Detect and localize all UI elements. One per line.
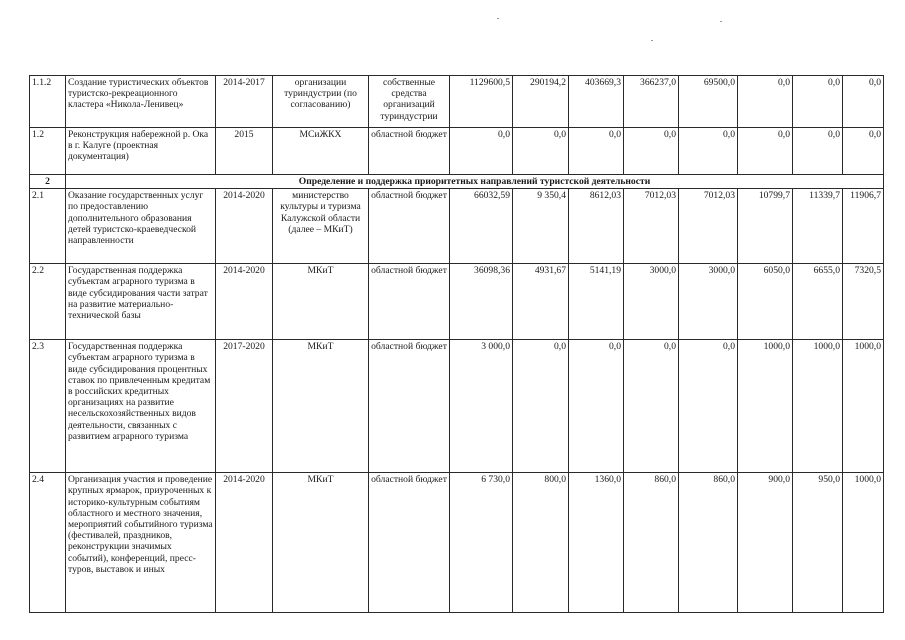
item-executor: министерство культуры и туризма Калужской области (далее – МКиТ) — [273, 189, 369, 264]
item-number: 1.2 — [30, 128, 66, 175]
item-period: 2014-2020 — [216, 189, 273, 264]
funding-value: 6655,0 — [793, 264, 843, 340]
table-body — [30, 76, 884, 613]
item-period: 2015 — [216, 128, 273, 175]
section-number: 2 — [30, 175, 66, 189]
funding-value: 0,0 — [569, 128, 624, 175]
funding-value: 3000,0 — [624, 264, 679, 340]
funding-value: 0,0 — [569, 340, 624, 473]
funding-value: 0,0 — [513, 128, 569, 175]
funding-value: 9 350,4 — [513, 189, 569, 264]
funding-value: 950,0 — [793, 473, 843, 613]
funding-value: 69500,0 — [679, 76, 738, 128]
funding-value: 3000,0 — [679, 264, 738, 340]
item-name: Государственная поддержка субъектам аграрного туризма в виде субсидирования процентных ставок по привлеченным кредитам в российских кредитных организациях на развитие несельскохозяйственных видов деятельности, связанных с развитием аграрного туризма — [66, 340, 216, 473]
funding-value: 0,0 — [843, 128, 884, 175]
item-funding-source: областной бюджет — [369, 189, 450, 264]
section-title: Определение и поддержка приоритетных направлений туристской деятельности — [66, 175, 884, 189]
funding-value: 0,0 — [738, 128, 793, 175]
item-number: 2.3 — [30, 340, 66, 473]
funding-value: 66032,59 — [450, 189, 513, 264]
item-period: 2017-2020 — [216, 340, 273, 473]
item-funding-source: областной бюджет — [369, 473, 450, 613]
funding-value: 1000,0 — [793, 340, 843, 473]
funding-value: 10799,7 — [738, 189, 793, 264]
item-period: 2014-2020 — [216, 473, 273, 613]
funding-value: 7320,5 — [843, 264, 884, 340]
item-number: 2.2 — [30, 264, 66, 340]
funding-value: 0,0 — [793, 76, 843, 128]
funding-value: 0,0 — [450, 128, 513, 175]
funding-value: 0,0 — [679, 128, 738, 175]
item-name: Реконструкция набережной р. Ока в г. Калуге (проектная документация) — [66, 128, 216, 175]
table-row — [30, 128, 884, 175]
funding-value: 1000,0 — [843, 340, 884, 473]
item-name: Создание туристических объектов туристско-рекреационного кластера «Никола-Ленивец» — [66, 76, 216, 128]
table-row — [30, 340, 884, 473]
item-funding-source: областной бюджет — [369, 128, 450, 175]
table-row — [30, 76, 884, 128]
funding-value: 860,0 — [679, 473, 738, 613]
funding-value: 403669,3 — [569, 76, 624, 128]
item-name: Организация участия и проведение крупных ярмарок, приуроченных к историко-культурным событиям областного и местного значения, мероприятий событийного туризма (фестивалей, праздников, реконструкции значимых событий), конференций, пресс-туров, выставок и иных — [66, 473, 216, 613]
item-executor: МКиТ — [273, 340, 369, 473]
funding-value: 1129600,5 — [450, 76, 513, 128]
scan-speck — [720, 21, 722, 22]
item-name: Оказание государственных услуг по предоставлению дополнительного образования детей туристско-краеведческой направленности — [66, 189, 216, 264]
funding-value: 6 730,0 — [450, 473, 513, 613]
section-row — [30, 175, 884, 189]
item-executor: МСиЖКХ — [273, 128, 369, 175]
funding-value: 1000,0 — [843, 473, 884, 613]
funding-value: 366237,0 — [624, 76, 679, 128]
funding-value: 4931,67 — [513, 264, 569, 340]
item-funding-source: областной бюджет — [369, 264, 450, 340]
item-number: 2.1 — [30, 189, 66, 264]
funding-value: 7012,03 — [679, 189, 738, 264]
item-funding-source: областной бюджет — [369, 340, 450, 473]
funding-value: 5141,19 — [569, 264, 624, 340]
funding-value: 0,0 — [679, 340, 738, 473]
funding-value: 8612,03 — [569, 189, 624, 264]
funding-value: 0,0 — [738, 76, 793, 128]
item-executor: организации туриндустрии (по согласованию) — [273, 76, 369, 128]
scan-speck — [651, 40, 653, 41]
item-number: 2.4 — [30, 473, 66, 613]
table-row — [30, 189, 884, 264]
table-row — [30, 473, 884, 613]
item-executor: МКиТ — [273, 264, 369, 340]
table-row — [30, 264, 884, 340]
funding-value: 11339,7 — [793, 189, 843, 264]
item-number: 1.1.2 — [30, 76, 66, 128]
funding-value: 0,0 — [843, 76, 884, 128]
item-name: Государственная поддержка субъектам аграрного туризма в виде субсидирования части затрат на развитие материально-технической базы — [66, 264, 216, 340]
funding-value: 6050,0 — [738, 264, 793, 340]
funding-value: 0,0 — [624, 128, 679, 175]
item-period: 2014-2017 — [216, 76, 273, 128]
funding-value: 0,0 — [624, 340, 679, 473]
funding-value: 36098,36 — [450, 264, 513, 340]
item-funding-source: собственные средства организаций туриндустрии — [369, 76, 450, 128]
funding-value: 0,0 — [513, 340, 569, 473]
item-period: 2014-2020 — [216, 264, 273, 340]
funding-value: 860,0 — [624, 473, 679, 613]
funding-value: 900,0 — [738, 473, 793, 613]
funding-value: 1000,0 — [738, 340, 793, 473]
scan-speck — [497, 18, 499, 19]
item-executor: МКиТ — [273, 473, 369, 613]
funding-value: 290194,2 — [513, 76, 569, 128]
program-table — [29, 75, 884, 613]
funding-value: 0,0 — [793, 128, 843, 175]
funding-value: 11906,7 — [843, 189, 884, 264]
funding-value: 3 000,0 — [450, 340, 513, 473]
funding-value: 800,0 — [513, 473, 569, 613]
funding-value: 1360,0 — [569, 473, 624, 613]
funding-value: 7012,03 — [624, 189, 679, 264]
